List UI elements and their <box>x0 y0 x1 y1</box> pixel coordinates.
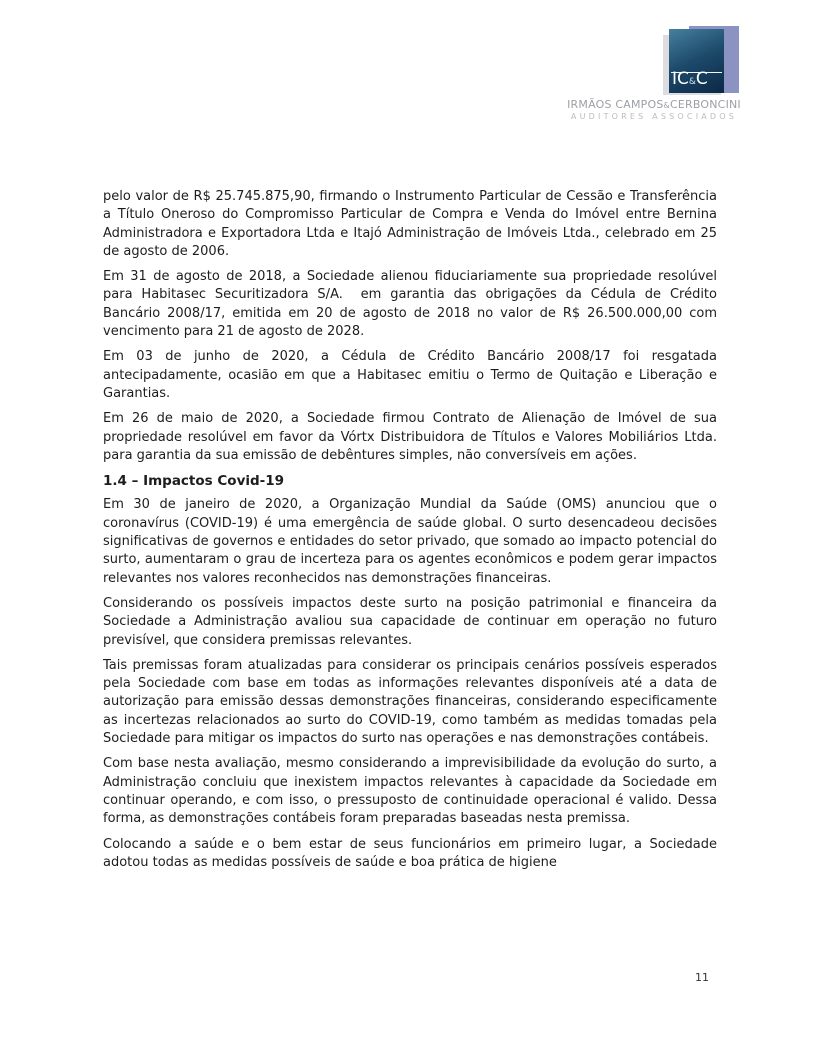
company-name-left: IRMÃOS CAMPOS <box>567 98 664 111</box>
company-name-ampersand: & <box>663 101 670 110</box>
body-paragraph: Com base nesta avaliação, mesmo considerando a imprevisibilidade da evolução do surto, a Administração concluiu que inexistem impactos relevantes à capacidade da Sociedade em continuar operando, e com isso, o pressuposto de continuidade operacional é valido. Dessa forma, as demonstrações contábeis foram preparadas baseadas nesta premissa. <box>103 756 717 827</box>
section-heading: 1.4 – Impactos Covid-19 <box>103 473 285 490</box>
logo-front-square <box>669 29 724 93</box>
logo-monogram-right: C <box>695 69 708 89</box>
company-logo-icon <box>661 22 745 98</box>
body-paragraph: Tais premissas foram atualizadas para considerar os principais cenários possíveis esperados pela Sociedade com base em todas as informações relevantes disponíveis até a data de autorização para emissão dessas demonstrações financeiras, considerando especificamente as incertezas relacionados ao surto do COVID-19, como também as medidas tomadas pela Sociedade para mitigar os impactos do surto nas operações e nas demonstrações contábeis. <box>103 657 717 747</box>
body-paragraph: pelo valor de R$ 25.745.875,90, firmando o Instrumento Particular de Cessão e Transferência a Título Oneroso do Compromisso Particular de Compra e Venda do Imóvel entre Bernina Administradora e Exportadora Ltda e Itajó Administração de Imóveis Ltda., celebrado em 25 de agosto de 2006. <box>103 189 717 259</box>
body-paragraph: Considerando os possíveis impactos deste surto na posição patrimonial e financeira da Sociedade a Administração avaliou sua capacidade de continuar em operação no futuro previsível, que considera premissas relevantes. <box>103 595 717 648</box>
logo-monogram-ampersand: & <box>688 77 696 87</box>
company-name <box>554 98 754 111</box>
logo-monogram-left: IC <box>672 69 689 89</box>
body-paragraph: Em 26 de maio de 2020, a Sociedade firmou Contrato de Alienação de Imóvel de sua propriedade resolúvel em favor da Vórtx Distribuidora de Títulos e Valores Mobiliários Ltda. para garantia da sua emissão de debêntures simples, não conversíveis em ações. <box>103 411 717 463</box>
body-paragraph: Em 31 de agosto de 2018, a Sociedade alienou fiduciariamente sua propriedade resolúvel para Habitasec Securitizadora S/A. em garantia das obrigações da Cédula de Crédito Bancário 2008/17, emitida em 20 de agosto de 2018 no valor de R$ 26.500.000,00 com vencimento para 21 de agosto de 2028. <box>103 269 717 340</box>
company-subtitle: AUDITORES ASSOCIADOS <box>570 112 738 121</box>
company-name-right: CERBONCINI <box>669 98 741 111</box>
document-body <box>103 188 717 879</box>
body-paragraph: Em 30 de janeiro de 2020, a Organização Mundial da Saúde (OMS) anunciou que o coronavírus (COVID-19) é uma emergência de saúde global. O surto desencadeou decisões significativas de governos e entidades do setor privado, que somado ao impacto potencial do surto, aumentaram o grau de incerteza para os agentes econômicos e podem gerar impactos relevantes nos valores reconhecidos nas demonstrações financeiras. <box>103 497 717 586</box>
logo-monogram <box>672 70 724 92</box>
page-number: 11 <box>695 971 709 984</box>
body-paragraph: Colocando a saúde e o bem estar de seus funcionários em primeiro lugar, a Sociedade adotou todas as medidas possíveis de saúde e boa prática de higiene <box>103 836 717 870</box>
body-paragraph: Em 03 de junho de 2020, a Cédula de Crédito Bancário 2008/17 foi resgatada antecipadamente, ocasião em que a Habitasec emitiu o Termo de Quitação e Liberação e Garantias. <box>103 349 717 401</box>
